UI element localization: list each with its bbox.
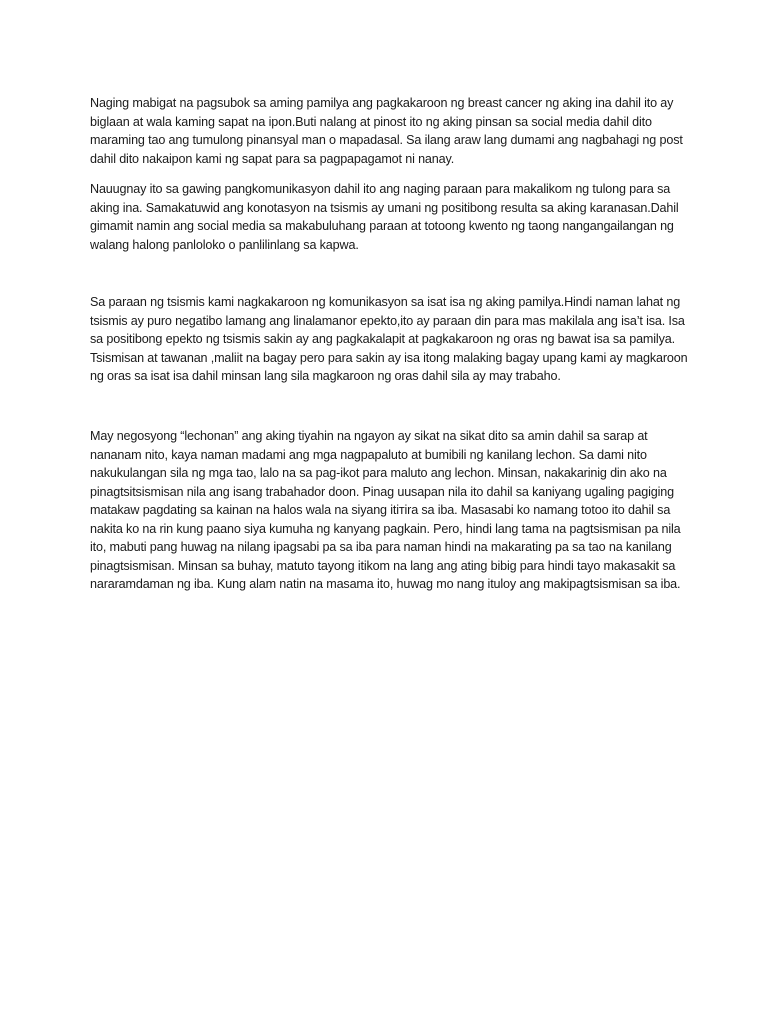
paragraph-4: May negosyong “lechonan” ang aking tiyahin na ngayon ay sikat na sikat dito sa amin dahil sa sarap at nananam nito, kaya naman madami ang mga nagpapaluto at bumibili ng kanilang lechon. Sa dami nito nakukulangan sila ng mga tao, lalo na sa pag-ikot para maluto ang lechon. Minsan, nakakarinig din ako na pinagtsitsismisan nila ang isang trabahador doon. Pinag uusapan nila ito dahil sa kaniyang ugaling pagiging matakaw pagdating sa kainan na halos wala na siyang itітira sa iba. Masasabi ko namang totoo ito dahil sa nakita ko na rin kung paano siya kumuha ng kanyang pagkain. Pero, hindi lang tama na pagtsismisan pa nila ito, mabuti pang huwag na nilang ipagsabi pa sa iba para naman hindi na makarating pa sa tao na kanilang pinagtsismisan. Minsan sa buhay, matuto tayong itikom na lang ang ating bibig para hindi tayo makasakit sa nararamdaman ng iba. Kung alam natin na masama ito, huwag mo nang ituloy ang makipagtsismisan sa iba. <box>90 429 681 591</box>
paragraph-2: Nauugnay ito sa gawing pangkomunikasyon dahil ito ang naging paraan para makalikom ng tulong para sa aking ina. Samakatuwid ang konotasyon na tsismis ay umani ng positibong resulta sa aking karanasan.Dahil gimamit namin ang social media sa makabuluhang paraan at totoong kwento ng taong nangangailangan ng walang halong panloloko o panlilinlang sa kapwa. <box>90 182 679 252</box>
paragraph-3: Sa paraan ng tsismis kami nagkakaroon ng komunikasyon sa isat isa ng aking pamilya.Hindi naman lahat ng tsismis ay puro negatibo lamang ang linalamanor epekto,ito ay paraan din para mas makilala ang isa’t isa. Isa sa positibong epekto ng tsismis sakin ay ang pagkakalapit at pagkakaroon ng oras ng bawat isa sa pamilya. Tsismisan at tawanan ,maliit na bagay pero para sakin ay isa itong malaking bagay upang kami ay magkaroon ng oras sa isat isa dahil minsan lang sila magkaroon ng oras dahil sila ay may trabaho. <box>90 295 688 383</box>
paragraph-1: Naging mabigat na pagsubok sa aming pamilya ang pagkakaroon ng breast cancer ng aking ina dahil ito ay biglaan at wala kaming sapat na ipon.Buti nalang at pinost ito ng aking pinsan sa social media dahil dito maraming tao ang tumulong pinansyal man o mapadasal. Sa ilang araw lang dumami ang nagbahagi ng post dahil dito nakaipon kami ng sapat para sa pagpapagamot ni nanay. <box>90 96 683 166</box>
